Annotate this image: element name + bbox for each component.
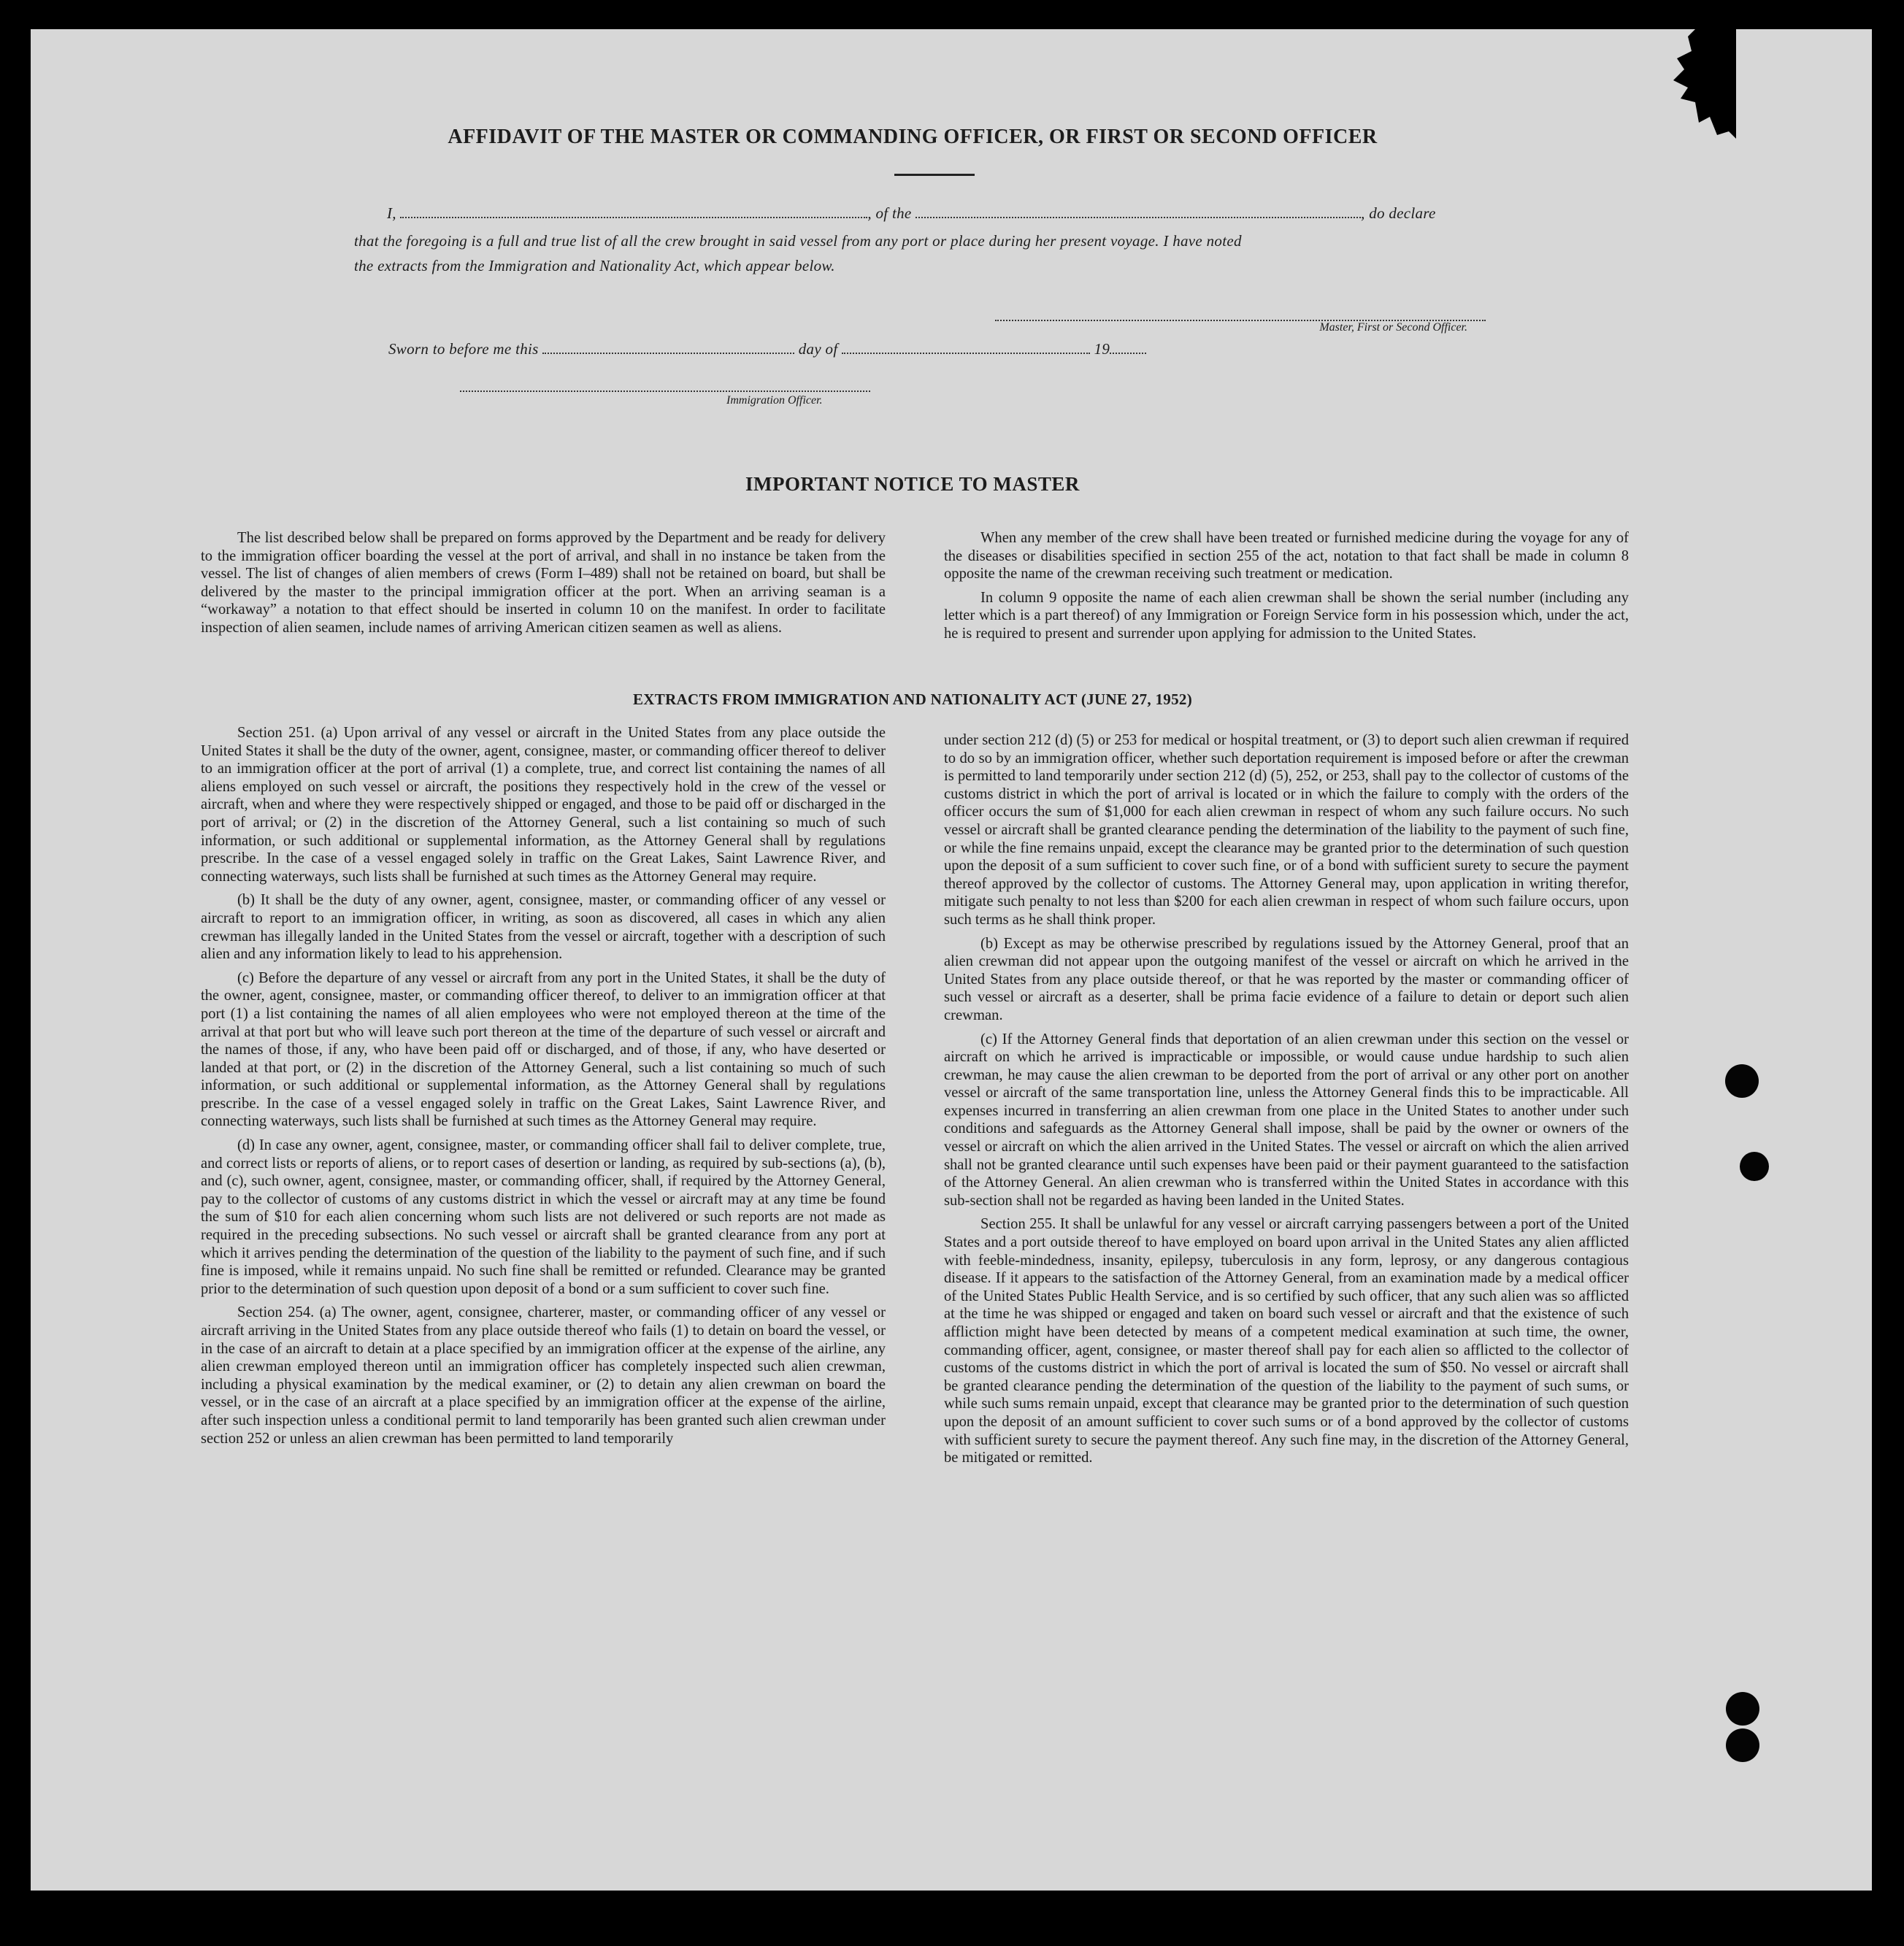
torn-corner — [1666, 29, 1736, 139]
section-254-b: (b) Except as may be otherwise prescribed by regulations issued by the Attorney General, proof that an alien crewman did not appear upon the outgoing manifest of the vessel or aircraft on which he arrived in the United States from any place outside thereof, or that he was reported by the master or commanding officer of such vessel or aircraft as a deserter, shall be prima facie evidence of a failure to detain or deport such alien crewman. — [944, 935, 1629, 1023]
sworn-month-field[interactable] — [842, 351, 1090, 354]
notice-left-column — [201, 529, 886, 637]
extracts-title: EXTRACTS FROM IMMIGRATION AND NATIONALITY ACT (JUNE 27, 1952) — [633, 691, 1192, 708]
declaration-line-2: that the foregoing is a full and true list of all the crew brought in said vessel from any port or place during her present voyage. I have noted — [354, 232, 1242, 250]
title-divider — [894, 174, 975, 176]
punch-hole — [1726, 1728, 1759, 1762]
notice-right-paragraph-2: In column 9 opposite the name of each alien crewman shall be shown the serial number (including any letter which is a part thereof) of any Immigration or Foreign Service form in his possession which, under the act, he is required to present and surrender upon applying for admission to the United States. — [944, 589, 1629, 642]
section-255: Section 255. It shall be unlawful for any vessel or aircraft carrying passengers between a port of the United States and a port outside thereof to have employed on board upon arrival in the United States any alien afflicted with feeble-mindedness, insanity, epilepsy, tuberculosis in any form, leprosy, or any dangerous contagious disease. If it appears to the satisfaction of the Attorney General, from an examination made by a medical officer of the United States Public Health Service, and is so certified by such officer, that any such alien was so afflicted at the time he was shipped or engaged and taken on board such vessel or aircraft and that the existence of such affliction might have been detected by means of a competent medical examination at such time, the owner, commanding officer, agent, consignee, or master thereof shall pay for each alien so afflicted to the collector of customs of the customs district in which the port of arrival is located the sum of $50. No vessel or aircraft shall be granted clearance pending the determination of the question of the liability to the payment of such sums, or while such sums remain unpaid, except that clearance may be granted prior to the determination of such question upon the deposit of an amount sufficient to cover such sums or of a bond approved by the collector of customs with sufficient surety to secure the payment thereof. Any such fine may, in the discretion of the Attorney General, be mitigated or remitted. — [944, 1216, 1629, 1466]
notice-right-paragraph-1: When any member of the crew shall have been treated or furnished medicine during the voyage for any of the diseases or disabilities specified in section 255 of the act, notation to that fact shall be made in column 8 opposite the name of the crewman receiving such treatment or medication. — [944, 530, 1629, 582]
declarant-pronoun: I, — [387, 204, 396, 222]
notice-title: IMPORTANT NOTICE TO MASTER — [745, 473, 1080, 495]
immigration-officer-signature-field[interactable] — [460, 391, 870, 392]
section-251-d: (d) In case any owner, agent, consignee, master, or commanding officer shall fail to deliver complete, true, and correct lists or reports of aliens, or to report cases of desertion or landing, as required by sub-sections (a), (b), and (c), such owner, agent, consignee, master, or commanding officer, shall, if required by the Attorney General, pay to the collector of customs of any customs district in which the vessel or aircraft may at any time be found the sum of $10 for each alien concerning whom such lists are not delivered or such reports are not made as required in the preceding subsections. No such vessel or aircraft shall be granted clearance from any port at which it arrives pending the determination of the question of the liability to the payment of such fine, and if such fine is imposed, while it remains unpaid. No such fine shall be remitted or refunded. Clearance may be granted prior to the determination of such question upon deposit of a bond or a sum sufficient to cover such fine. — [201, 1137, 886, 1297]
section-251-b: (b) It shall be the duty of any owner, agent, consignee, master, or commanding officer of any vessel or aircraft to report to an immigration officer, in writing, as soon as discovered, all cases in which any alien crewman has illegally landed in the United States from the vessel or aircraft, together with a description of such alien and any information likely to lead to his apprehension. — [201, 892, 886, 963]
declaration-line-3: the extracts from the Immigration and Nationality Act, which appear below. — [354, 257, 835, 274]
do-declare-text: , do declare — [1361, 204, 1436, 222]
section-254-c: (c) If the Attorney General finds that deportation of an alien crewman under this section on the vessel or aircraft on which he arrived is impracticable or impossible, or would cause undue hardship to such alien crewman, he may cause the alien crewman to be deported from the port of arrival or any other port on another vessel or aircraft of the same transportation line, unless the Attorney General finds this to be impracticable. All expenses incurred in transferring an alien crewman from one place in the United States to another under such conditions and safeguards as the Attorney General shall impose, shall be paid by the owner or owners of the vessel or aircraft on which the alien arrived in the United States. The vessel or aircraft on which the alien arrived shall not be granted clearance until such expenses have been paid or their payment guaranteed to the satisfaction of the Attorney General. An alien crewman who is transferred within the United States in accordance with this sub-section shall not be regarded as having been landed in the United States. — [944, 1031, 1629, 1209]
master-signature-caption: Master, First or Second Officer. — [1319, 321, 1467, 334]
sworn-text: Sworn to before me this — [388, 340, 539, 358]
sworn-day-field[interactable] — [542, 351, 794, 354]
declarant-name-field[interactable] — [400, 215, 867, 218]
day-of-text: day of — [798, 340, 838, 358]
extracts-right-column — [944, 731, 1629, 1467]
immigration-officer-caption: Immigration Officer. — [726, 394, 823, 407]
punch-hole — [1726, 1692, 1759, 1726]
section-251-c: (c) Before the departure of any vessel or aircraft from any port in the United States, it shall be the duty of the owner, agent, consignee, master, or commanding officer thereof, to deliver to an immigration officer at that port (1) a list containing the names of all alien employees who were not employed thereon at the time of the arrival at that port but who will leave such port thereon at the time of the departure of such vessel or aircraft and the names of those, if any, who have been paid off or discharged, and of those, if any, who have deserted or landed at that port, or (2) in the discretion of the Attorney General, such a list containing so much of such information, or such additional or supplemental information, as the Attorney General shall by regulations prescribe. In the case of a vessel engaged solely in traffic on the Great Lakes, Saint Lawrence River, and connecting waterways, such lists shall be furnished at such times as the Attorney General may require. — [201, 969, 886, 1130]
section-251-a: Section 251. (a) Upon arrival of any vessel or aircraft in the United States from any place outside the United States it shall be the duty of the owner, agent, consignee, master, or commanding officer thereof to deliver to an immigration officer at the port of arrival (1) a complete, true, and correct list containing the names of all aliens employed on such vessel or aircraft, the positions they respectively hold in the crew of the vessel or aircraft, when and where they were respectively shipped or engaged, and those to be paid off or discharged in the port of arrival; or (2) in the discretion of the Attorney General, such a list containing so much of such information, or such additional or supplemental information, as the Attorney General shall by regulations prescribe. In the case of a vessel engaged solely in traffic on the Great Lakes, Saint Lawrence River, and connecting waterways, such lists shall be furnished at such times as the Attorney General may require. — [201, 725, 886, 885]
vessel-name-field[interactable] — [915, 215, 1361, 218]
extracts-left-column — [201, 724, 886, 1447]
declaration-line-1 — [387, 204, 1482, 223]
sworn-line — [388, 340, 1146, 358]
section-254-a: Section 254. (a) The owner, agent, consignee, charterer, master, or commanding officer of any vessel or aircraft arriving in the United States from any place outside thereof who fails (1) to detain on board the vessel, or in the case of an aircraft to detain at a place specified by an immigration officer at the expense of the airline, any alien crewman employed thereon until an immigration officer has completely inspected such alien crewman, including a physical examination by the medical examiner, or (2) to detain any alien crewman on board the vessel, or in the case of an aircraft at a place specified by an immigration officer at the expense of the airline, after such inspection unless a conditional permit to land temporarily has been granted such alien crewman under section 252 or unless an alien crewman has been permitted to land temporarily — [201, 1304, 886, 1447]
notice-right-column — [944, 529, 1629, 643]
notice-left-paragraph: The list described below shall be prepared on forms approved by the Department and be ready for delivery to the immigration officer boarding the vessel at the port of arrival, and shall in no instance be taken from the vessel. The list of changes of alien members of crews (Form I–489) shall not be retained on board, but shall be delivered by the master to the principal immigration officer at the port. When an arriving seaman is a “workaway” a notation to that effect should be inserted in column 10 on the manifest. In order to facilitate inspection of alien seamen, include names of arriving American citizen seamen as well as aliens. — [201, 530, 886, 636]
punch-hole — [1725, 1064, 1759, 1098]
year-prefix: 19 — [1094, 340, 1110, 358]
affidavit-title: AFFIDAVIT OF THE MASTER OR COMMANDING OFFICER, OR FIRST OR SECOND OFFICER — [448, 126, 1378, 148]
section-254-a-continued: under section 212 (d) (5) or 253 for medical or hospital treatment, or (3) to deport such alien crewman if required to do so by an immigration officer, whether such deportation requirement is imposed before or after the crewman is permitted to land temporarily under section 212 (d) (5), 252, or 253, shall pay to the collector of customs of the customs district in which the port of arrival is located or in which the failure to comply with the orders of the officer occurs the sum of $1,000 for each alien crewman in respect of whom any such failure occurs. No such vessel or aircraft shall be granted clearance pending the determination of the liability to the payment of such fine, or while the fine remains unpaid, except the clearance may be granted prior to the determination of such question upon the deposit of a sum sufficient to cover such fine, or of a bond with sufficient surety to secure the payment thereof approved by the collector of customs. The Attorney General may, upon application in writing therefor, mitigate such penalty to not less than $200 for each alien crewman in respect of whom such failure occurs, upon such terms as he shall think proper. — [944, 732, 1629, 928]
of-the-text: , of the — [867, 204, 912, 222]
punch-hole — [1740, 1152, 1769, 1181]
sworn-year-field[interactable] — [1110, 351, 1146, 354]
